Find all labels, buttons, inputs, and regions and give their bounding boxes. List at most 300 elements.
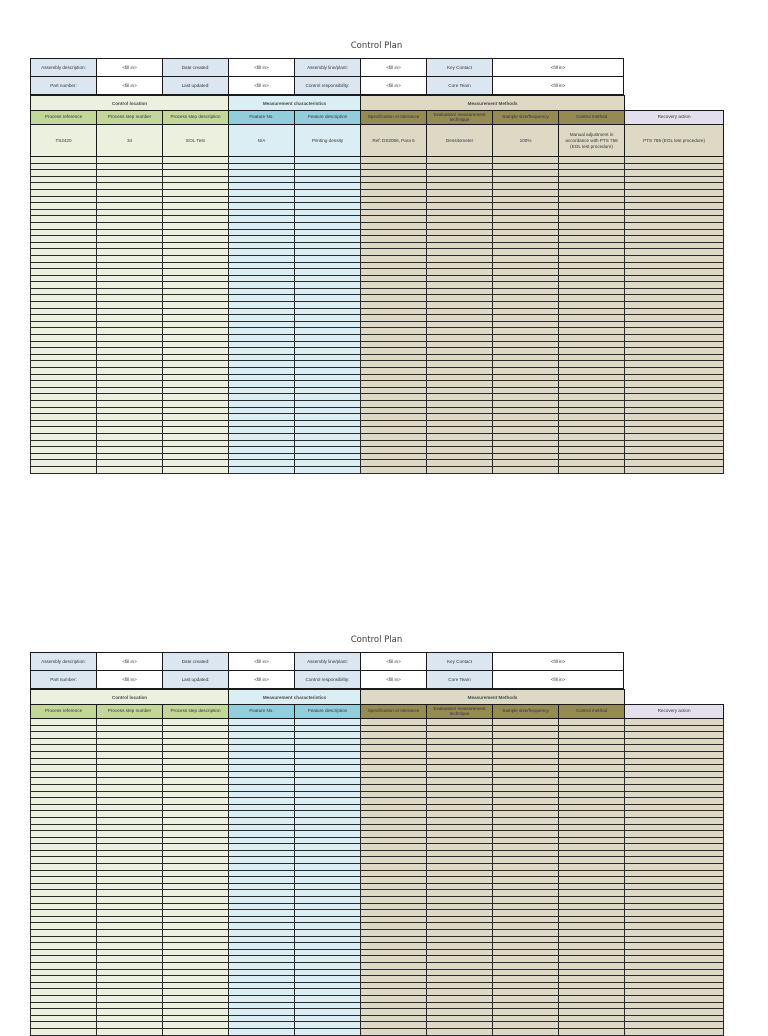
empty-cell[interactable]	[295, 466, 361, 473]
empty-cell[interactable]	[559, 864, 625, 871]
empty-cell[interactable]	[625, 831, 724, 838]
empty-cell[interactable]	[31, 242, 97, 249]
empty-cell[interactable]	[427, 857, 493, 864]
empty-cell[interactable]	[361, 982, 427, 989]
empty-cell[interactable]	[31, 466, 97, 473]
assembly-description-field[interactable]: <fill in>	[97, 653, 163, 671]
empty-cell[interactable]	[493, 183, 559, 190]
empty-cell[interactable]	[493, 282, 559, 289]
empty-cell[interactable]	[31, 157, 97, 164]
empty-cell[interactable]	[625, 976, 724, 983]
empty-cell[interactable]	[97, 837, 163, 844]
empty-cell[interactable]	[295, 817, 361, 824]
empty-cell[interactable]	[625, 288, 724, 295]
empty-cell[interactable]	[559, 936, 625, 943]
empty-cell[interactable]	[559, 249, 625, 256]
empty-cell[interactable]	[31, 288, 97, 295]
empty-cell[interactable]	[493, 170, 559, 177]
empty-cell[interactable]	[97, 811, 163, 818]
empty-cell[interactable]	[229, 943, 295, 950]
empty-cell[interactable]	[427, 751, 493, 758]
empty-cell[interactable]	[97, 738, 163, 745]
empty-cell[interactable]	[295, 447, 361, 454]
empty-cell[interactable]	[97, 798, 163, 805]
empty-cell[interactable]	[97, 1002, 163, 1009]
empty-cell[interactable]	[97, 850, 163, 857]
empty-cell[interactable]	[295, 157, 361, 164]
empty-cell[interactable]	[427, 903, 493, 910]
empty-cell[interactable]	[559, 282, 625, 289]
empty-cell[interactable]	[163, 930, 229, 937]
empty-cell[interactable]	[31, 890, 97, 897]
empty-cell[interactable]	[493, 844, 559, 851]
empty-cell[interactable]	[31, 341, 97, 348]
empty-cell[interactable]	[229, 361, 295, 368]
empty-cell[interactable]	[427, 368, 493, 375]
empty-cell[interactable]	[163, 315, 229, 322]
empty-cell[interactable]	[163, 447, 229, 454]
empty-cell[interactable]	[559, 163, 625, 170]
empty-cell[interactable]	[493, 387, 559, 394]
empty-cell[interactable]	[559, 765, 625, 772]
empty-cell[interactable]	[229, 989, 295, 996]
empty-cell[interactable]	[229, 229, 295, 236]
empty-cell[interactable]	[361, 923, 427, 930]
empty-cell[interactable]	[493, 335, 559, 342]
empty-cell[interactable]	[163, 765, 229, 772]
empty-cell[interactable]	[295, 989, 361, 996]
empty-cell[interactable]	[295, 890, 361, 897]
empty-cell[interactable]	[427, 864, 493, 871]
empty-cell[interactable]	[625, 1009, 724, 1016]
empty-cell[interactable]	[625, 163, 724, 170]
empty-cell[interactable]	[493, 824, 559, 831]
empty-cell[interactable]	[295, 196, 361, 203]
core-team-field[interactable]: <fill in>	[493, 671, 624, 689]
empty-cell[interactable]	[295, 850, 361, 857]
empty-cell[interactable]	[229, 394, 295, 401]
empty-cell[interactable]	[295, 222, 361, 229]
empty-cell[interactable]	[97, 400, 163, 407]
empty-cell[interactable]	[163, 203, 229, 210]
empty-cell[interactable]	[493, 1002, 559, 1009]
empty-cell[interactable]	[625, 157, 724, 164]
empty-cell[interactable]	[229, 751, 295, 758]
empty-cell[interactable]	[163, 1022, 229, 1029]
empty-cell[interactable]	[295, 883, 361, 890]
empty-cell[interactable]	[229, 982, 295, 989]
empty-cell[interactable]	[229, 837, 295, 844]
empty-cell[interactable]	[229, 295, 295, 302]
empty-cell[interactable]	[97, 203, 163, 210]
empty-cell[interactable]	[427, 440, 493, 447]
empty-cell[interactable]	[493, 877, 559, 884]
empty-cell[interactable]	[97, 282, 163, 289]
empty-cell[interactable]	[163, 745, 229, 752]
empty-cell[interactable]	[229, 765, 295, 772]
empty-cell[interactable]	[559, 466, 625, 473]
empty-cell[interactable]	[559, 1002, 625, 1009]
empty-cell[interactable]	[163, 222, 229, 229]
empty-cell[interactable]	[427, 910, 493, 917]
empty-cell[interactable]	[427, 374, 493, 381]
empty-cell[interactable]	[625, 321, 724, 328]
empty-cell[interactable]	[361, 295, 427, 302]
empty-cell[interactable]	[295, 189, 361, 196]
empty-cell[interactable]	[31, 831, 97, 838]
empty-cell[interactable]	[559, 453, 625, 460]
empty-cell[interactable]	[361, 308, 427, 315]
empty-cell[interactable]	[559, 407, 625, 414]
empty-cell[interactable]	[31, 877, 97, 884]
empty-cell[interactable]	[625, 877, 724, 884]
empty-cell[interactable]	[625, 719, 724, 726]
empty-cell[interactable]	[361, 170, 427, 177]
empty-cell[interactable]	[361, 1015, 427, 1022]
empty-cell[interactable]	[229, 176, 295, 183]
empty-cell[interactable]	[163, 778, 229, 785]
empty-cell[interactable]	[31, 1009, 97, 1016]
empty-cell[interactable]	[229, 976, 295, 983]
empty-cell[interactable]	[427, 176, 493, 183]
empty-cell[interactable]	[97, 440, 163, 447]
empty-cell[interactable]	[427, 969, 493, 976]
empty-cell[interactable]	[427, 196, 493, 203]
empty-cell[interactable]	[559, 910, 625, 917]
empty-cell[interactable]	[295, 956, 361, 963]
empty-cell[interactable]	[31, 275, 97, 282]
empty-cell[interactable]	[361, 407, 427, 414]
empty-cell[interactable]	[427, 341, 493, 348]
empty-cell[interactable]	[97, 157, 163, 164]
empty-cell[interactable]	[31, 348, 97, 355]
empty-cell[interactable]	[427, 930, 493, 937]
empty-cell[interactable]	[163, 335, 229, 342]
empty-cell[interactable]	[625, 466, 724, 473]
empty-cell[interactable]	[427, 745, 493, 752]
empty-cell[interactable]	[229, 288, 295, 295]
empty-cell[interactable]	[97, 288, 163, 295]
empty-cell[interactable]	[493, 427, 559, 434]
empty-cell[interactable]	[295, 897, 361, 904]
empty-cell[interactable]	[31, 433, 97, 440]
empty-cell[interactable]	[295, 216, 361, 223]
empty-cell[interactable]	[295, 170, 361, 177]
empty-cell[interactable]	[493, 236, 559, 243]
empty-cell[interactable]	[229, 407, 295, 414]
empty-cell[interactable]	[493, 791, 559, 798]
empty-cell[interactable]	[559, 758, 625, 765]
empty-cell[interactable]	[97, 381, 163, 388]
empty-cell[interactable]	[163, 751, 229, 758]
empty-cell[interactable]	[625, 943, 724, 950]
empty-cell[interactable]	[361, 910, 427, 917]
empty-cell[interactable]	[625, 732, 724, 739]
empty-cell[interactable]	[427, 877, 493, 884]
empty-cell[interactable]	[31, 361, 97, 368]
empty-cell[interactable]	[625, 229, 724, 236]
empty-cell[interactable]	[361, 203, 427, 210]
empty-cell[interactable]	[559, 157, 625, 164]
empty-cell[interactable]	[427, 163, 493, 170]
empty-cell[interactable]	[493, 798, 559, 805]
empty-cell[interactable]	[229, 903, 295, 910]
empty-cell[interactable]	[163, 982, 229, 989]
empty-cell[interactable]	[559, 275, 625, 282]
empty-cell[interactable]	[31, 1015, 97, 1022]
empty-cell[interactable]	[427, 460, 493, 467]
empty-cell[interactable]	[31, 771, 97, 778]
empty-cell[interactable]	[493, 414, 559, 421]
empty-cell[interactable]	[97, 242, 163, 249]
empty-cell[interactable]	[163, 348, 229, 355]
empty-cell[interactable]	[97, 745, 163, 752]
empty-cell[interactable]	[163, 414, 229, 421]
empty-cell[interactable]	[163, 811, 229, 818]
empty-cell[interactable]	[229, 466, 295, 473]
empty-cell[interactable]	[295, 732, 361, 739]
empty-cell[interactable]	[493, 209, 559, 216]
empty-cell[interactable]	[295, 348, 361, 355]
empty-cell[interactable]	[559, 460, 625, 467]
empty-cell[interactable]	[229, 857, 295, 864]
empty-cell[interactable]	[97, 341, 163, 348]
empty-cell[interactable]	[361, 183, 427, 190]
empty-cell[interactable]	[361, 719, 427, 726]
empty-cell[interactable]	[163, 157, 229, 164]
empty-cell[interactable]	[493, 758, 559, 765]
empty-cell[interactable]	[625, 249, 724, 256]
empty-cell[interactable]	[295, 302, 361, 309]
empty-cell[interactable]	[97, 315, 163, 322]
empty-cell[interactable]	[625, 765, 724, 772]
empty-cell[interactable]	[493, 1022, 559, 1029]
empty-cell[interactable]	[163, 719, 229, 726]
empty-cell[interactable]	[427, 157, 493, 164]
empty-cell[interactable]	[295, 877, 361, 884]
empty-cell[interactable]	[97, 189, 163, 196]
empty-cell[interactable]	[295, 176, 361, 183]
empty-cell[interactable]	[31, 302, 97, 309]
empty-cell[interactable]	[361, 765, 427, 772]
empty-cell[interactable]	[427, 262, 493, 269]
empty-cell[interactable]	[361, 196, 427, 203]
empty-cell[interactable]	[493, 936, 559, 943]
empty-cell[interactable]	[97, 447, 163, 454]
empty-cell[interactable]	[361, 976, 427, 983]
empty-cell[interactable]	[295, 831, 361, 838]
empty-cell[interactable]	[163, 969, 229, 976]
empty-cell[interactable]	[295, 864, 361, 871]
empty-cell[interactable]	[229, 995, 295, 1002]
empty-cell[interactable]	[427, 222, 493, 229]
empty-cell[interactable]	[163, 910, 229, 917]
empty-cell[interactable]	[493, 1028, 559, 1035]
empty-cell[interactable]	[163, 725, 229, 732]
empty-cell[interactable]	[31, 374, 97, 381]
empty-cell[interactable]	[295, 1015, 361, 1022]
empty-cell[interactable]	[559, 400, 625, 407]
empty-cell[interactable]	[229, 453, 295, 460]
empty-cell[interactable]	[31, 394, 97, 401]
empty-cell[interactable]	[31, 209, 97, 216]
empty-cell[interactable]	[559, 1015, 625, 1022]
empty-cell[interactable]	[625, 460, 724, 467]
empty-cell[interactable]	[427, 943, 493, 950]
empty-cell[interactable]	[295, 249, 361, 256]
empty-cell[interactable]	[163, 183, 229, 190]
empty-cell[interactable]	[361, 804, 427, 811]
empty-cell[interactable]	[361, 374, 427, 381]
empty-cell[interactable]	[295, 771, 361, 778]
empty-cell[interactable]	[31, 427, 97, 434]
empty-cell[interactable]	[559, 969, 625, 976]
empty-cell[interactable]	[493, 361, 559, 368]
empty-cell[interactable]	[625, 817, 724, 824]
empty-cell[interactable]	[559, 903, 625, 910]
empty-cell[interactable]	[559, 170, 625, 177]
empty-cell[interactable]	[97, 890, 163, 897]
empty-cell[interactable]	[97, 302, 163, 309]
empty-cell[interactable]	[295, 738, 361, 745]
empty-cell[interactable]	[361, 447, 427, 454]
empty-cell[interactable]	[427, 916, 493, 923]
empty-cell[interactable]	[559, 923, 625, 930]
empty-cell[interactable]	[427, 982, 493, 989]
empty-cell[interactable]	[361, 433, 427, 440]
empty-cell[interactable]	[97, 361, 163, 368]
empty-cell[interactable]	[31, 956, 97, 963]
empty-cell[interactable]	[625, 1015, 724, 1022]
empty-cell[interactable]	[493, 916, 559, 923]
empty-cell[interactable]	[31, 1022, 97, 1029]
empty-cell[interactable]	[163, 302, 229, 309]
cell-control-method[interactable]: Manual adjustment in accordance with PTS 768 (EOL test procedure)	[559, 125, 625, 157]
empty-cell[interactable]	[625, 923, 724, 930]
empty-cell[interactable]	[295, 725, 361, 732]
empty-cell[interactable]	[361, 791, 427, 798]
empty-cell[interactable]	[625, 956, 724, 963]
empty-cell[interactable]	[31, 203, 97, 210]
empty-cell[interactable]	[229, 203, 295, 210]
empty-cell[interactable]	[31, 414, 97, 421]
empty-cell[interactable]	[559, 831, 625, 838]
empty-cell[interactable]	[97, 275, 163, 282]
empty-cell[interactable]	[229, 460, 295, 467]
empty-cell[interactable]	[31, 732, 97, 739]
empty-cell[interactable]	[427, 203, 493, 210]
empty-cell[interactable]	[163, 282, 229, 289]
empty-cell[interactable]	[31, 222, 97, 229]
empty-cell[interactable]	[361, 229, 427, 236]
empty-cell[interactable]	[229, 440, 295, 447]
empty-cell[interactable]	[31, 295, 97, 302]
empty-cell[interactable]	[625, 447, 724, 454]
empty-cell[interactable]	[559, 321, 625, 328]
empty-cell[interactable]	[97, 989, 163, 996]
empty-cell[interactable]	[295, 930, 361, 937]
empty-cell[interactable]	[427, 170, 493, 177]
empty-cell[interactable]	[229, 956, 295, 963]
empty-cell[interactable]	[97, 433, 163, 440]
empty-cell[interactable]	[361, 420, 427, 427]
empty-cell[interactable]	[493, 857, 559, 864]
empty-cell[interactable]	[427, 269, 493, 276]
empty-cell[interactable]	[493, 466, 559, 473]
empty-cell[interactable]	[295, 361, 361, 368]
empty-cell[interactable]	[163, 1028, 229, 1035]
empty-cell[interactable]	[625, 209, 724, 216]
empty-cell[interactable]	[295, 824, 361, 831]
empty-cell[interactable]	[31, 857, 97, 864]
empty-cell[interactable]	[493, 850, 559, 857]
empty-cell[interactable]	[295, 275, 361, 282]
empty-cell[interactable]	[493, 157, 559, 164]
key-contact-field[interactable]: <fill in>	[493, 653, 624, 671]
empty-cell[interactable]	[163, 354, 229, 361]
empty-cell[interactable]	[229, 1009, 295, 1016]
empty-cell[interactable]	[295, 719, 361, 726]
empty-cell[interactable]	[97, 982, 163, 989]
empty-cell[interactable]	[625, 930, 724, 937]
assembly-line-field[interactable]: <fill in>	[361, 653, 427, 671]
empty-cell[interactable]	[31, 725, 97, 732]
empty-cell[interactable]	[427, 282, 493, 289]
empty-cell[interactable]	[427, 183, 493, 190]
empty-cell[interactable]	[625, 381, 724, 388]
empty-cell[interactable]	[559, 196, 625, 203]
empty-cell[interactable]	[97, 196, 163, 203]
empty-cell[interactable]	[559, 943, 625, 950]
empty-cell[interactable]	[97, 414, 163, 421]
empty-cell[interactable]	[163, 189, 229, 196]
empty-cell[interactable]	[31, 269, 97, 276]
empty-cell[interactable]	[493, 400, 559, 407]
empty-cell[interactable]	[295, 460, 361, 467]
empty-cell[interactable]	[559, 242, 625, 249]
empty-cell[interactable]	[493, 163, 559, 170]
empty-cell[interactable]	[31, 381, 97, 388]
empty-cell[interactable]	[229, 897, 295, 904]
empty-cell[interactable]	[427, 295, 493, 302]
empty-cell[interactable]	[163, 771, 229, 778]
empty-cell[interactable]	[31, 1028, 97, 1035]
empty-cell[interactable]	[229, 209, 295, 216]
empty-cell[interactable]	[427, 1028, 493, 1035]
empty-cell[interactable]	[493, 751, 559, 758]
empty-cell[interactable]	[361, 1028, 427, 1035]
empty-cell[interactable]	[493, 381, 559, 388]
cell-specification[interactable]: Ref: DS2086, Para 5	[361, 125, 427, 157]
empty-cell[interactable]	[295, 969, 361, 976]
empty-cell[interactable]	[427, 850, 493, 857]
empty-cell[interactable]	[361, 321, 427, 328]
empty-cell[interactable]	[559, 930, 625, 937]
empty-cell[interactable]	[295, 923, 361, 930]
empty-cell[interactable]	[229, 771, 295, 778]
empty-cell[interactable]	[31, 400, 97, 407]
empty-cell[interactable]	[427, 466, 493, 473]
empty-cell[interactable]	[97, 183, 163, 190]
empty-cell[interactable]	[163, 824, 229, 831]
empty-cell[interactable]	[163, 262, 229, 269]
empty-cell[interactable]	[559, 447, 625, 454]
empty-cell[interactable]	[361, 949, 427, 956]
empty-cell[interactable]	[493, 302, 559, 309]
empty-cell[interactable]	[163, 328, 229, 335]
empty-cell[interactable]	[559, 811, 625, 818]
empty-cell[interactable]	[31, 989, 97, 996]
